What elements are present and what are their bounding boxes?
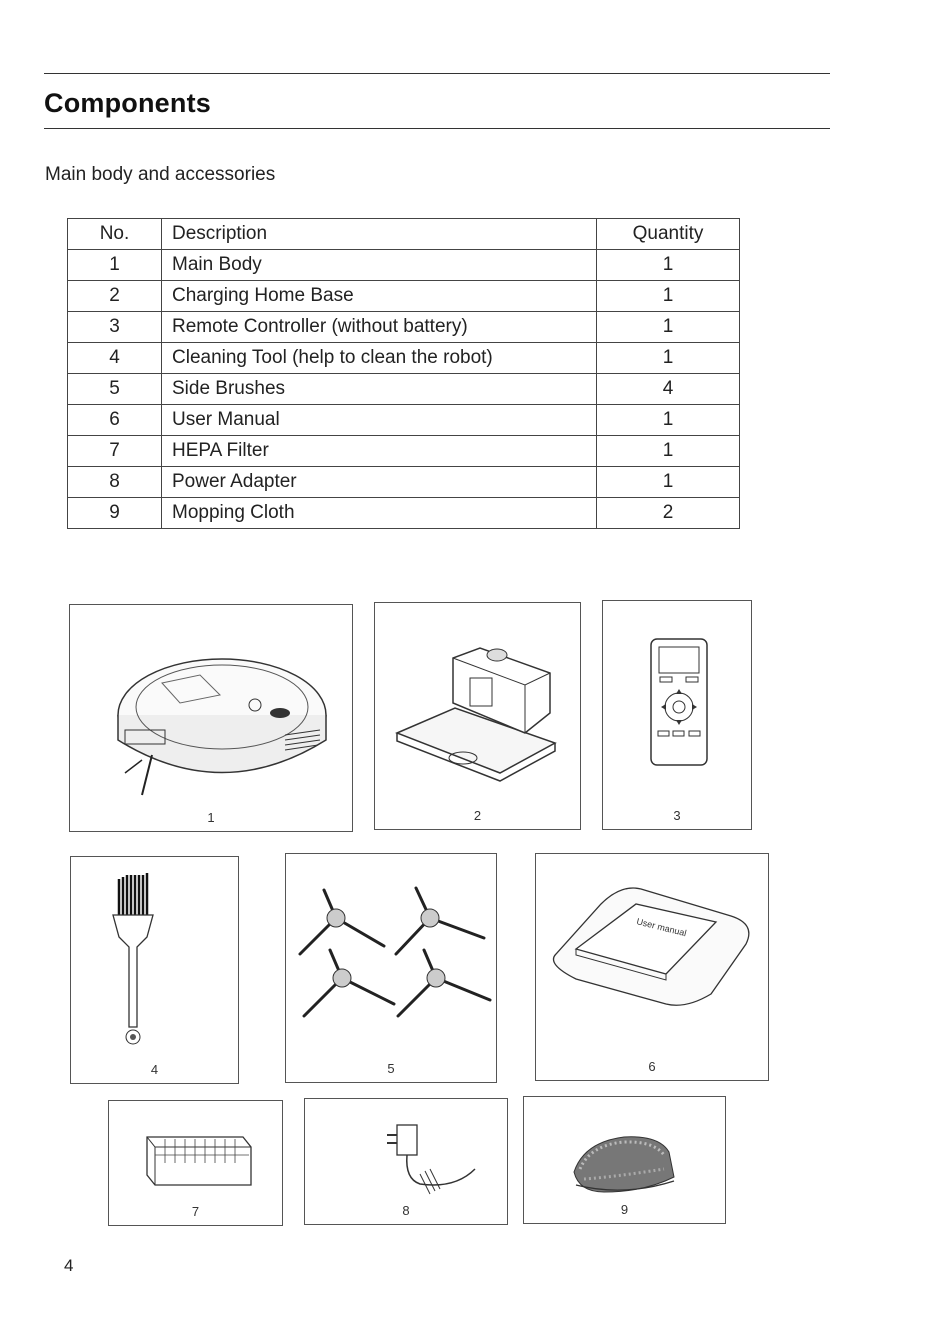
cell-quantity: 1 xyxy=(597,250,740,281)
figure-label: 3 xyxy=(673,808,681,823)
figure-charging-base xyxy=(374,602,581,830)
cell-quantity: 1 xyxy=(597,312,740,343)
figure-main-body xyxy=(69,604,353,832)
figure-hepa-filter xyxy=(108,1100,283,1226)
top-rule xyxy=(44,73,830,74)
table-row xyxy=(68,250,740,281)
table-row xyxy=(68,498,740,529)
figure-label: 2 xyxy=(473,808,482,823)
figure-power-adapter xyxy=(304,1098,508,1225)
title-rule xyxy=(44,128,830,129)
cell-quantity: 2 xyxy=(597,498,740,529)
page-number: 4 xyxy=(64,1256,74,1275)
cell-no: 8 xyxy=(68,467,162,498)
figure-label: 7 xyxy=(191,1204,200,1219)
cell-quantity: 4 xyxy=(597,374,740,405)
cell-no: 3 xyxy=(68,312,162,343)
charging-base-icon xyxy=(375,603,580,829)
cell-description: Main Body xyxy=(162,250,597,281)
cell-no: 2 xyxy=(68,281,162,312)
table-row xyxy=(68,281,740,312)
header-quantity: Quantity xyxy=(597,219,740,250)
table-row xyxy=(68,436,740,467)
cell-description: Cleaning Tool (help to clean the robot) xyxy=(162,343,597,374)
cell-no: 9 xyxy=(68,498,162,529)
side-brushes-icon xyxy=(286,854,496,1082)
cell-quantity: 1 xyxy=(597,436,740,467)
figure-label: 1 xyxy=(207,810,215,825)
manual-cover-text: User manual xyxy=(635,916,688,939)
figure-label: 6 xyxy=(648,1059,656,1074)
header-description: Description xyxy=(162,219,597,250)
cleaning-tool-icon xyxy=(71,857,238,1083)
figure-mopping-cloth xyxy=(523,1096,726,1224)
cell-no: 1 xyxy=(68,250,162,281)
cell-description: Side Brushes xyxy=(162,374,597,405)
table-row xyxy=(68,312,740,343)
figure-cleaning-tool xyxy=(70,856,239,1084)
figure-user-manual xyxy=(535,853,769,1081)
figure-label: 5 xyxy=(387,1061,395,1076)
cell-description: Remote Controller (without battery) xyxy=(162,312,597,343)
table-row xyxy=(68,343,740,374)
figure-label: 9 xyxy=(620,1202,629,1217)
robot-vacuum-icon xyxy=(70,605,352,831)
cell-description: HEPA Filter xyxy=(162,436,597,467)
page-title: Components xyxy=(44,88,211,118)
section-subtitle: Main body and accessories xyxy=(45,164,276,185)
user-manual-icon xyxy=(536,854,768,1080)
remote-controller-icon xyxy=(603,601,751,829)
cell-no: 4 xyxy=(68,343,162,374)
table-row xyxy=(68,374,740,405)
cell-description: User Manual xyxy=(162,405,597,436)
cell-quantity: 1 xyxy=(597,343,740,374)
figure-side-brushes xyxy=(285,853,497,1083)
cell-no: 6 xyxy=(68,405,162,436)
cell-description: Power Adapter xyxy=(162,467,597,498)
header-no: No. xyxy=(68,219,162,250)
figure-label: 8 xyxy=(402,1203,410,1218)
figure-label: 4 xyxy=(150,1062,159,1077)
cell-quantity: 1 xyxy=(597,467,740,498)
cell-description: Mopping Cloth xyxy=(162,498,597,529)
table-row xyxy=(68,467,740,498)
cell-description: Charging Home Base xyxy=(162,281,597,312)
table-row xyxy=(68,405,740,436)
figure-remote-controller xyxy=(602,600,752,830)
cell-quantity: 1 xyxy=(597,281,740,312)
components-table xyxy=(67,218,740,529)
table-header-row xyxy=(68,219,740,250)
cell-no: 5 xyxy=(68,374,162,405)
cell-quantity: 1 xyxy=(597,405,740,436)
cell-no: 7 xyxy=(68,436,162,467)
